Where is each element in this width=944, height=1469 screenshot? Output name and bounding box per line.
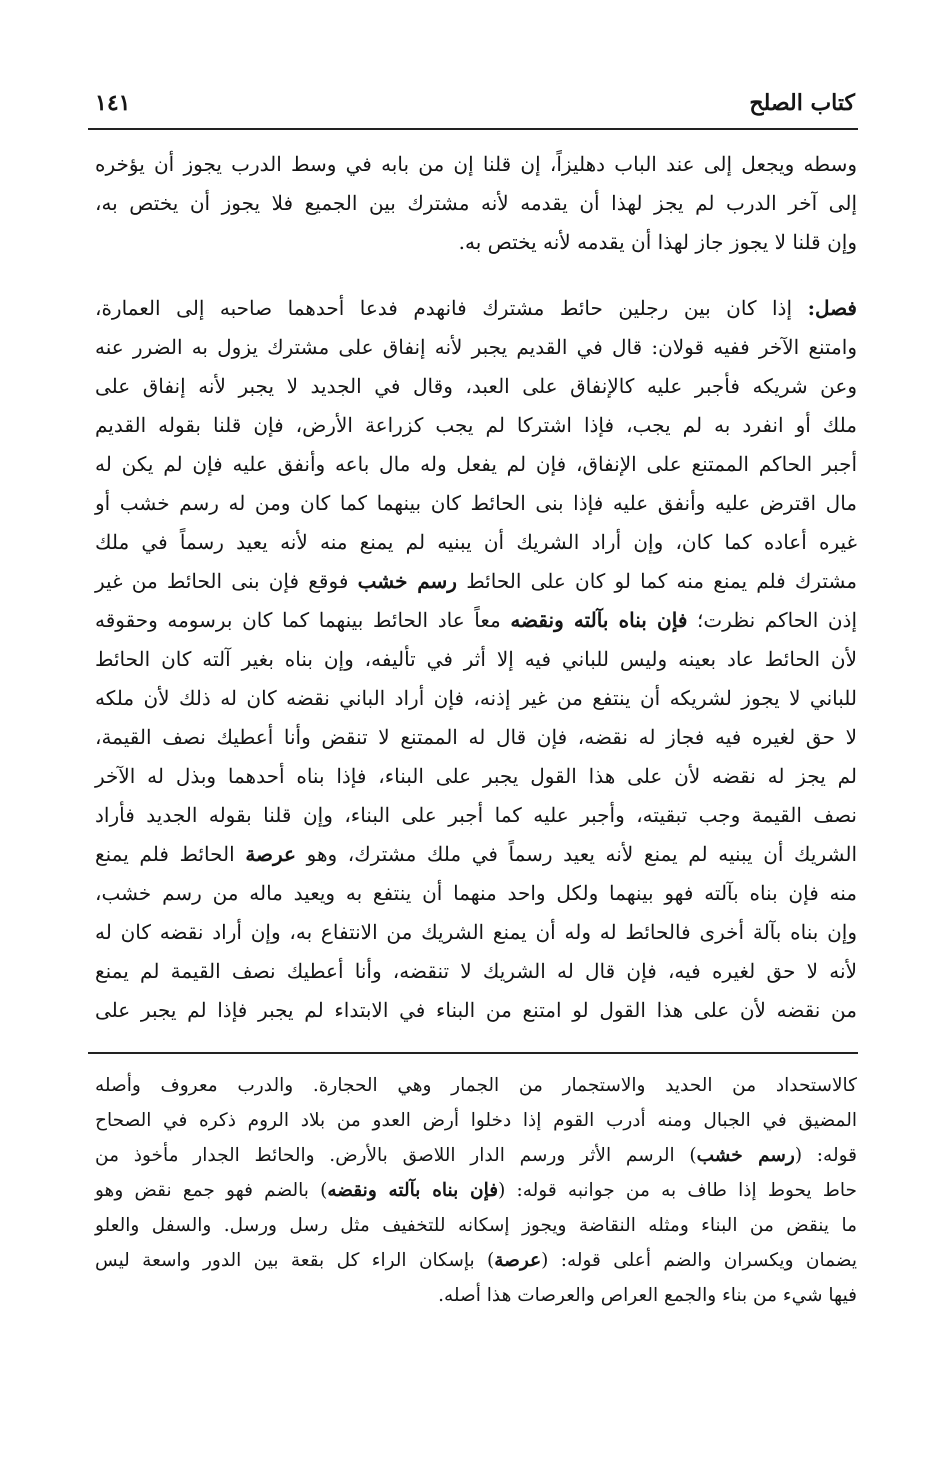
text-run: ) بإسكان الراء كل بقعة بين الدور واسعة ليس: [95, 1250, 495, 1271]
bold-term: رسم خشب: [696, 1145, 795, 1166]
text-run: الشريك أن يبنيه لم يمنع لأنه يعيد رسماً في ملك مشترك، وهو: [306, 842, 858, 866]
footnote-line: فيها شيء من بناء والجمع العراص والعرصات هذا أصله.: [438, 1285, 857, 1306]
text-line: مال اقترض عليه وأنفق عليه فإذا بنى الحائط كان بينهما كما كان ومن له رسم خشب أو: [95, 491, 857, 515]
text-run: مشترك فلم يمنع منه كما لو كان على الحائط: [466, 569, 858, 593]
page-header: [95, 86, 855, 120]
section-lead-word: فصل:: [807, 296, 857, 320]
text-line: لا حق لغيره فيه فجاز له نقضه، فإن قال له الممتنع لا تنقض وأنا أعطيك نصف القيمة،: [95, 725, 857, 749]
bold-term: فإن بناه بآلته ونقضه: [510, 608, 688, 632]
text-line: [95, 562, 857, 601]
text-run: ) الرسم الأثر ورسم الدار اللاصق بالأرض. والحائط الجدار مأخوذ من: [95, 1145, 697, 1166]
text-line: [95, 601, 857, 640]
bold-term: رسم خشب: [357, 569, 457, 593]
paragraph-fasl: [95, 289, 857, 1030]
text-line: وسطه ويجعل إلى عند الباب دهليزاً، إن قلنا إن من بابه في وسط الدرب يجوز أن يؤخره: [95, 152, 857, 176]
text-line: من نقضه لأن على هذا القول لو امتنع من البناء في الابتداء لم يجبر فإذا لم يجبر على: [95, 998, 857, 1022]
text-line: للباني لا يجوز لشريكه أن ينتفع من غير إذنه، فإن أراد الباني نقضه كان له ذلك لأن ملكه: [95, 686, 857, 710]
text-line: [95, 835, 857, 874]
text-run: إذا كان بين رجلين حائط مشترك فانهدم فدعا أحدهما صاحبه إلى العمارة،: [95, 296, 793, 320]
text-line: غيره أعاده كما كان، وإن أراد الشريك أن يبنيه لم يمنع منه لأنه يعيد رسماً في ملك: [95, 530, 857, 554]
header-divider: [88, 128, 858, 130]
text-line: منه فإن بناه بآلته فهو بينهما ولكل واحد منهما أن ينتفع به ويعيد ماله من رسم خشب،: [95, 881, 857, 905]
bold-term: عرصة: [494, 1250, 542, 1271]
bold-term: عرصة: [245, 842, 296, 866]
text-run: معاً عاد الحائط بينهما كما كان برسومه وحقوقه: [95, 608, 501, 632]
text-run: قوله: (: [794, 1145, 857, 1166]
page-number: ١٤١: [95, 90, 131, 116]
footnote-line: ما ينقض من البناء ومثله النقاضة ويجوز إسكانه للتخفيف مثل رسل ورسل. والسفل والعلو: [95, 1215, 857, 1236]
text-line: لأن الحائط عاد بعينه وليس للباني فيه إلا أثر في تأليفه، وإن بناه بغير آلته كان الحائط: [95, 647, 857, 671]
footnote-line: [95, 1138, 857, 1173]
text-line: ملك أو انفرد به لم يجب، فإذا اشتركا لم يجب كزراعة الأرض، فإن قلنا بقوله القديم: [95, 413, 857, 437]
footnote-line: المضيق في الجبال ومنه أدرب القوم إذا دخلوا أرض العدو من بلاد الروم ذكره في الصحاح: [95, 1110, 857, 1131]
text-line: وإن بناه بآلة أخرى فالحائط له وله أن يمنع الشريك من الانتفاع به، وإن أراد نقضه كان له: [95, 920, 857, 944]
text-run: ) بالضم فهو جمع نقض وهو: [95, 1180, 328, 1201]
text-line: وعن شريكه فأجبر عليه كالإنفاق على العبد، وقال في الجديد لا يجبر لأنه إنفاق على: [95, 374, 857, 398]
text-line: لم يجز له نقضه لأن على هذا القول يجبر على البناء، فإذا بناه أحدهما وبذل له الآخر: [95, 764, 857, 788]
footnote-line: [95, 1173, 857, 1208]
text-line: نصف القيمة وجب تبقيته، وأجبر عليه كما أجبر على البناء، وإن قلنا بقوله الجديد فأراد: [95, 803, 857, 827]
footnote-divider: [88, 1052, 858, 1054]
text-line: [95, 289, 857, 328]
text-run: إذن الحاكم نظرت؛: [696, 608, 858, 632]
running-title: كتاب الصلح: [749, 90, 855, 116]
text-run: حاط يحوط إذا طاف به من جوانبه قوله: (: [498, 1180, 857, 1201]
footnote-line: كالاستحداد من الحديد والاستجمار من الجمار وهي الحجارة. والدرب معروف وأصله: [95, 1075, 857, 1096]
text-run: يضمان ويكسران والضم أعلى قوله: (: [541, 1250, 857, 1271]
text-line: لأنه لا حق لغيره فيه، فإن قال له الشريك لا تنقضه، وأنا أعطيك نصف القيمة لم يمنع: [95, 959, 857, 983]
text-line: إلى آخر الدرب لم يجز لهذا أن يقدمه لأنه مشترك بين الجميع فلا يجوز أن يختص به،: [95, 191, 857, 215]
bold-term: فإن بناه بآلته ونقضه: [327, 1180, 499, 1201]
text-run: الحائط فلم يمنع: [95, 842, 235, 866]
text-run: فوقع فإن بنى الحائط من غير: [95, 569, 349, 593]
footnotes: [95, 1068, 857, 1313]
footnote-line: [95, 1243, 857, 1278]
text-line: أجبر الحاكم الممتنع على الإنفاق، فإن لم يفعل وله مال باعه وأنفق عليه فإن لم يكن له: [95, 452, 857, 476]
text-line: وإن قلنا لا يجوز جاز لهذا أن يقدمه لأنه يختص به.: [458, 230, 857, 254]
text-line: وامتنع الآخر ففيه قولان: قال في القديم يجبر لأنه إنفاق على مشترك يزول به الضرر عنه: [95, 335, 857, 359]
paragraph-continuation: [95, 145, 857, 262]
